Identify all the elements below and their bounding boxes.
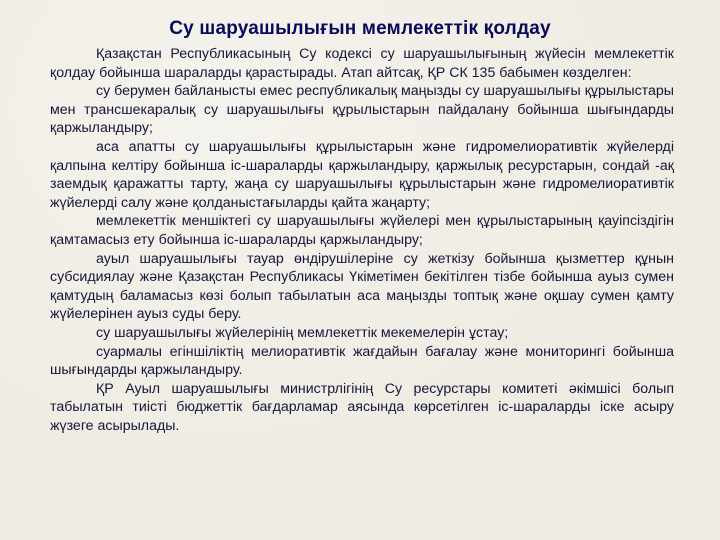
paragraph-item-1: су берумен байланысты емес республикалық маңызды су шаруашылығы құрылыстары мен трансшекаралық су шаруашылығы құрылыстарын пайдалану бойынша шығындарды қаржыландыру; [50,83,674,137]
slide-body [50,45,674,435]
paragraph-item-2: аса апатты су шаруашылығы құрылыстарын және гидромелиоративтік жүйелерді қалпына келтіру бойынша іс-шараларды қаржыландыру, қаржылық ресурстарын, сондай -ақ заемдық қаражатты тарту, жаңа су шаруашылығы құрылыстарын және гидромелиоративтік жүйелерді салу және қолданыстағыларды қайта жаңарту; [50,138,674,211]
paragraph-item-6: суармалы егіншіліктің мелиоративтік жағдайын бағалау және мониторингі бойынша шығындарды қаржыландыру. [50,343,674,379]
paragraph-item-4: ауыл шаруашылығы тауар өндірушілеріне су жеткізу бойынша қызметтер құнын субсидиялау және Қазақстан Республикасы Үкіметімен бекітілген тізбе бойынша ауыз сумен қамтудың баламасыз көзі болып табылатын аса маңызды топтық және оқшау сумен қамту жүйелерінен ауыз суды беру. [50,250,674,323]
paragraph-intro: Қазақстан Республикасының Су кодексі су шаруашылығының жүйесін мемлекеттік қолдау бойынша шараларды қарастырады. Атап айтсақ, ҚР СК 135 бабымен көзделген: [50,46,674,81]
paragraph-conclusion: ҚР Ауыл шаруашылығы министрлігінің Су ресурстары комитеті әкімшісі болып табылатын тиісті бюджеттік бағдарламар аясында көрсетілген іс-шараларды іске асыру жүзеге асырылады. [50,380,674,434]
slide-title: Су шаруашылығын мемлекеттік қолдау [169,18,551,39]
paragraph-item-5: су шаруашылығы жүйелерінің мемлекеттік мекемелерін ұстау; [96,324,509,341]
paragraph-item-3: мемлекеттік меншіктегі су шаруашылығы жүйелері мен құрылыстарының қауіпсіздігін қамтамасыз ету бойынша іс-шараларды қаржыландыру; [50,213,674,248]
